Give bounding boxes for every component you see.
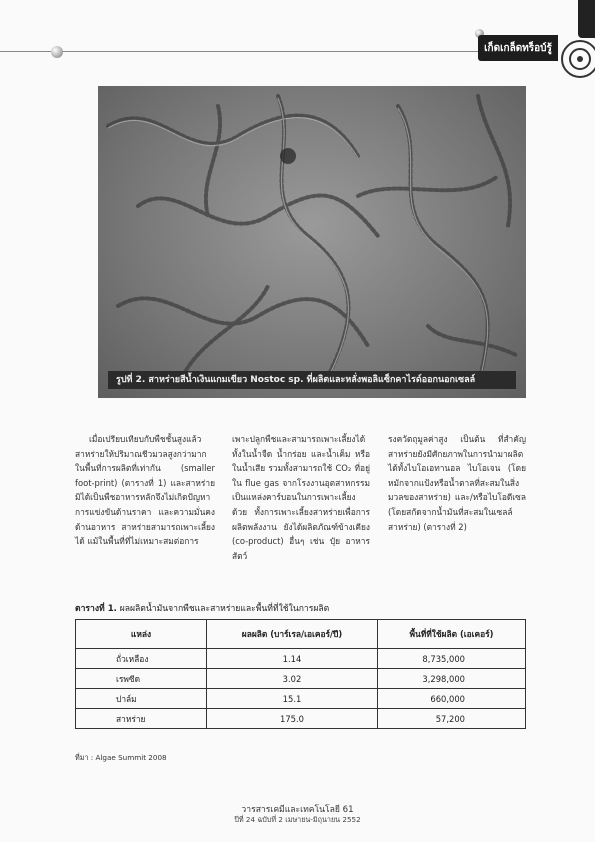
microscope-photo	[98, 86, 526, 398]
page-edge-tab	[578, 0, 595, 38]
table-row	[76, 669, 526, 689]
figure-caption: รูปที่ 2. สาหร่ายสีน้ำเงินแกมเขียว Nostoc sp. ที่ผลิตและหลั่งพอลิแซ็กคาไรด์ออกนอกเซลล์	[108, 371, 516, 389]
table-row	[76, 689, 526, 709]
table-source: ที่มา : Algae Summit 2008	[75, 753, 167, 762]
cell-area: 8,735,000	[378, 649, 526, 669]
target-ring-icon	[556, 35, 595, 83]
cell-yield: 3.02	[207, 669, 378, 689]
cell-source: สาหร่าย	[76, 709, 207, 729]
table-row	[76, 709, 526, 729]
table-number: ตารางที่ 1.	[75, 604, 117, 614]
cell-area: 3,298,000	[378, 669, 526, 689]
oil-yield-table	[75, 619, 526, 729]
cell-yield: 1.14	[207, 649, 378, 669]
cell-source: ถั่วเหลือง	[76, 649, 207, 669]
paragraph: รงควัตถุมูลค่าสูง เป็นต้น ที่สำคัญสาหร่ายยังมีศักยภาพในการนำมาผลิตได้ทั้งไบโอเอทานอล ไบโอเจน (โดยหมักจากแป้งหรือน้ำตาลที่สะสมในสิ่งมวลของสาหร่าย) และ/หรือไบโอดีเซล (โดยสกัดจากน้ำมันที่สะสมในเซลล์สาหร่าย) (ตารางที่ 2)	[388, 434, 526, 532]
bullet-dot-icon	[51, 46, 63, 58]
header-source: แหล่ง	[76, 620, 207, 649]
table-row	[76, 649, 526, 669]
paragraph: เพาะปลูกพืชและสามารถเพาะเลี้ยงได้ทั้งในน้ำจืด น้ำกร่อย และน้ำเค็ม หรือในน้ำเสีย รวมทั้งสามารถใช้ CO₂ ที่อยู่ใน flue gas จากโรงงานอุตสาหกรรมเป็นแหล่งคาร์บอนในการเพาะเลี้ยงด้วย ทั้งการเพาะเลี้ยงสาหร่ายเพื่อการผลิตพลังงาน ยังได้ผลิตภัณฑ์ข้างเคียง (co-product) อื่นๆ เช่น ปุ๋ย อาหารสัตว์	[232, 434, 370, 561]
cell-yield: 175.0	[207, 709, 378, 729]
cell-area: 57,200	[378, 709, 526, 729]
header-yield: ผลผลิต (บาร์เรล/เอเคอร์/ปี)	[207, 620, 378, 649]
journal-footer: วารสารเคมีและเทคโนโลยี 61	[241, 805, 354, 815]
issue-footer: ปีที่ 24 ฉบับที่ 2 เมษายน-มิถุนายน 2552	[234, 815, 361, 824]
body-column-2	[232, 432, 370, 563]
cell-source: ปาล์ม	[76, 689, 207, 709]
body-column-1	[75, 432, 215, 549]
paragraph: เมื่อเปรียบเทียบกับพืชชั้นสูงแล้ว สาหร่ายให้ปริมาณชีวมวลสูงกว่ามากในพื้นที่การผลิตที่เท่ากัน (smaller foot-print) (ตารางที่ 1) และสาหร่ายมิได้เป็นพืชอาหารหลักจึงไม่เกิดปัญหาการแข่งขันด้านราคา และความมั่นคงด้านอาหาร สาหร่ายสามารถเพาะเลี้ยงได้ แม้ในพื้นที่ที่ไม่เหมาะสมต่อการ	[75, 434, 215, 547]
table-header-row	[76, 620, 526, 649]
cell-area: 660,000	[378, 689, 526, 709]
table-caption: ผลผลิตน้ำมันจากพืชและสาหร่ายและพื้นที่ที่ใช้ในการผลิต	[119, 604, 330, 614]
cell-yield: 15.1	[207, 689, 378, 709]
header-area: พื้นที่ที่ใช้ผลิต (เอเคอร์)	[378, 620, 526, 649]
cell-source: เรพซีด	[76, 669, 207, 689]
section-tab: เก็ดเกล็ดทร็อบ์รู้	[478, 35, 558, 61]
table-title	[75, 601, 329, 615]
header-rule	[0, 51, 520, 52]
body-column-3	[388, 432, 526, 534]
